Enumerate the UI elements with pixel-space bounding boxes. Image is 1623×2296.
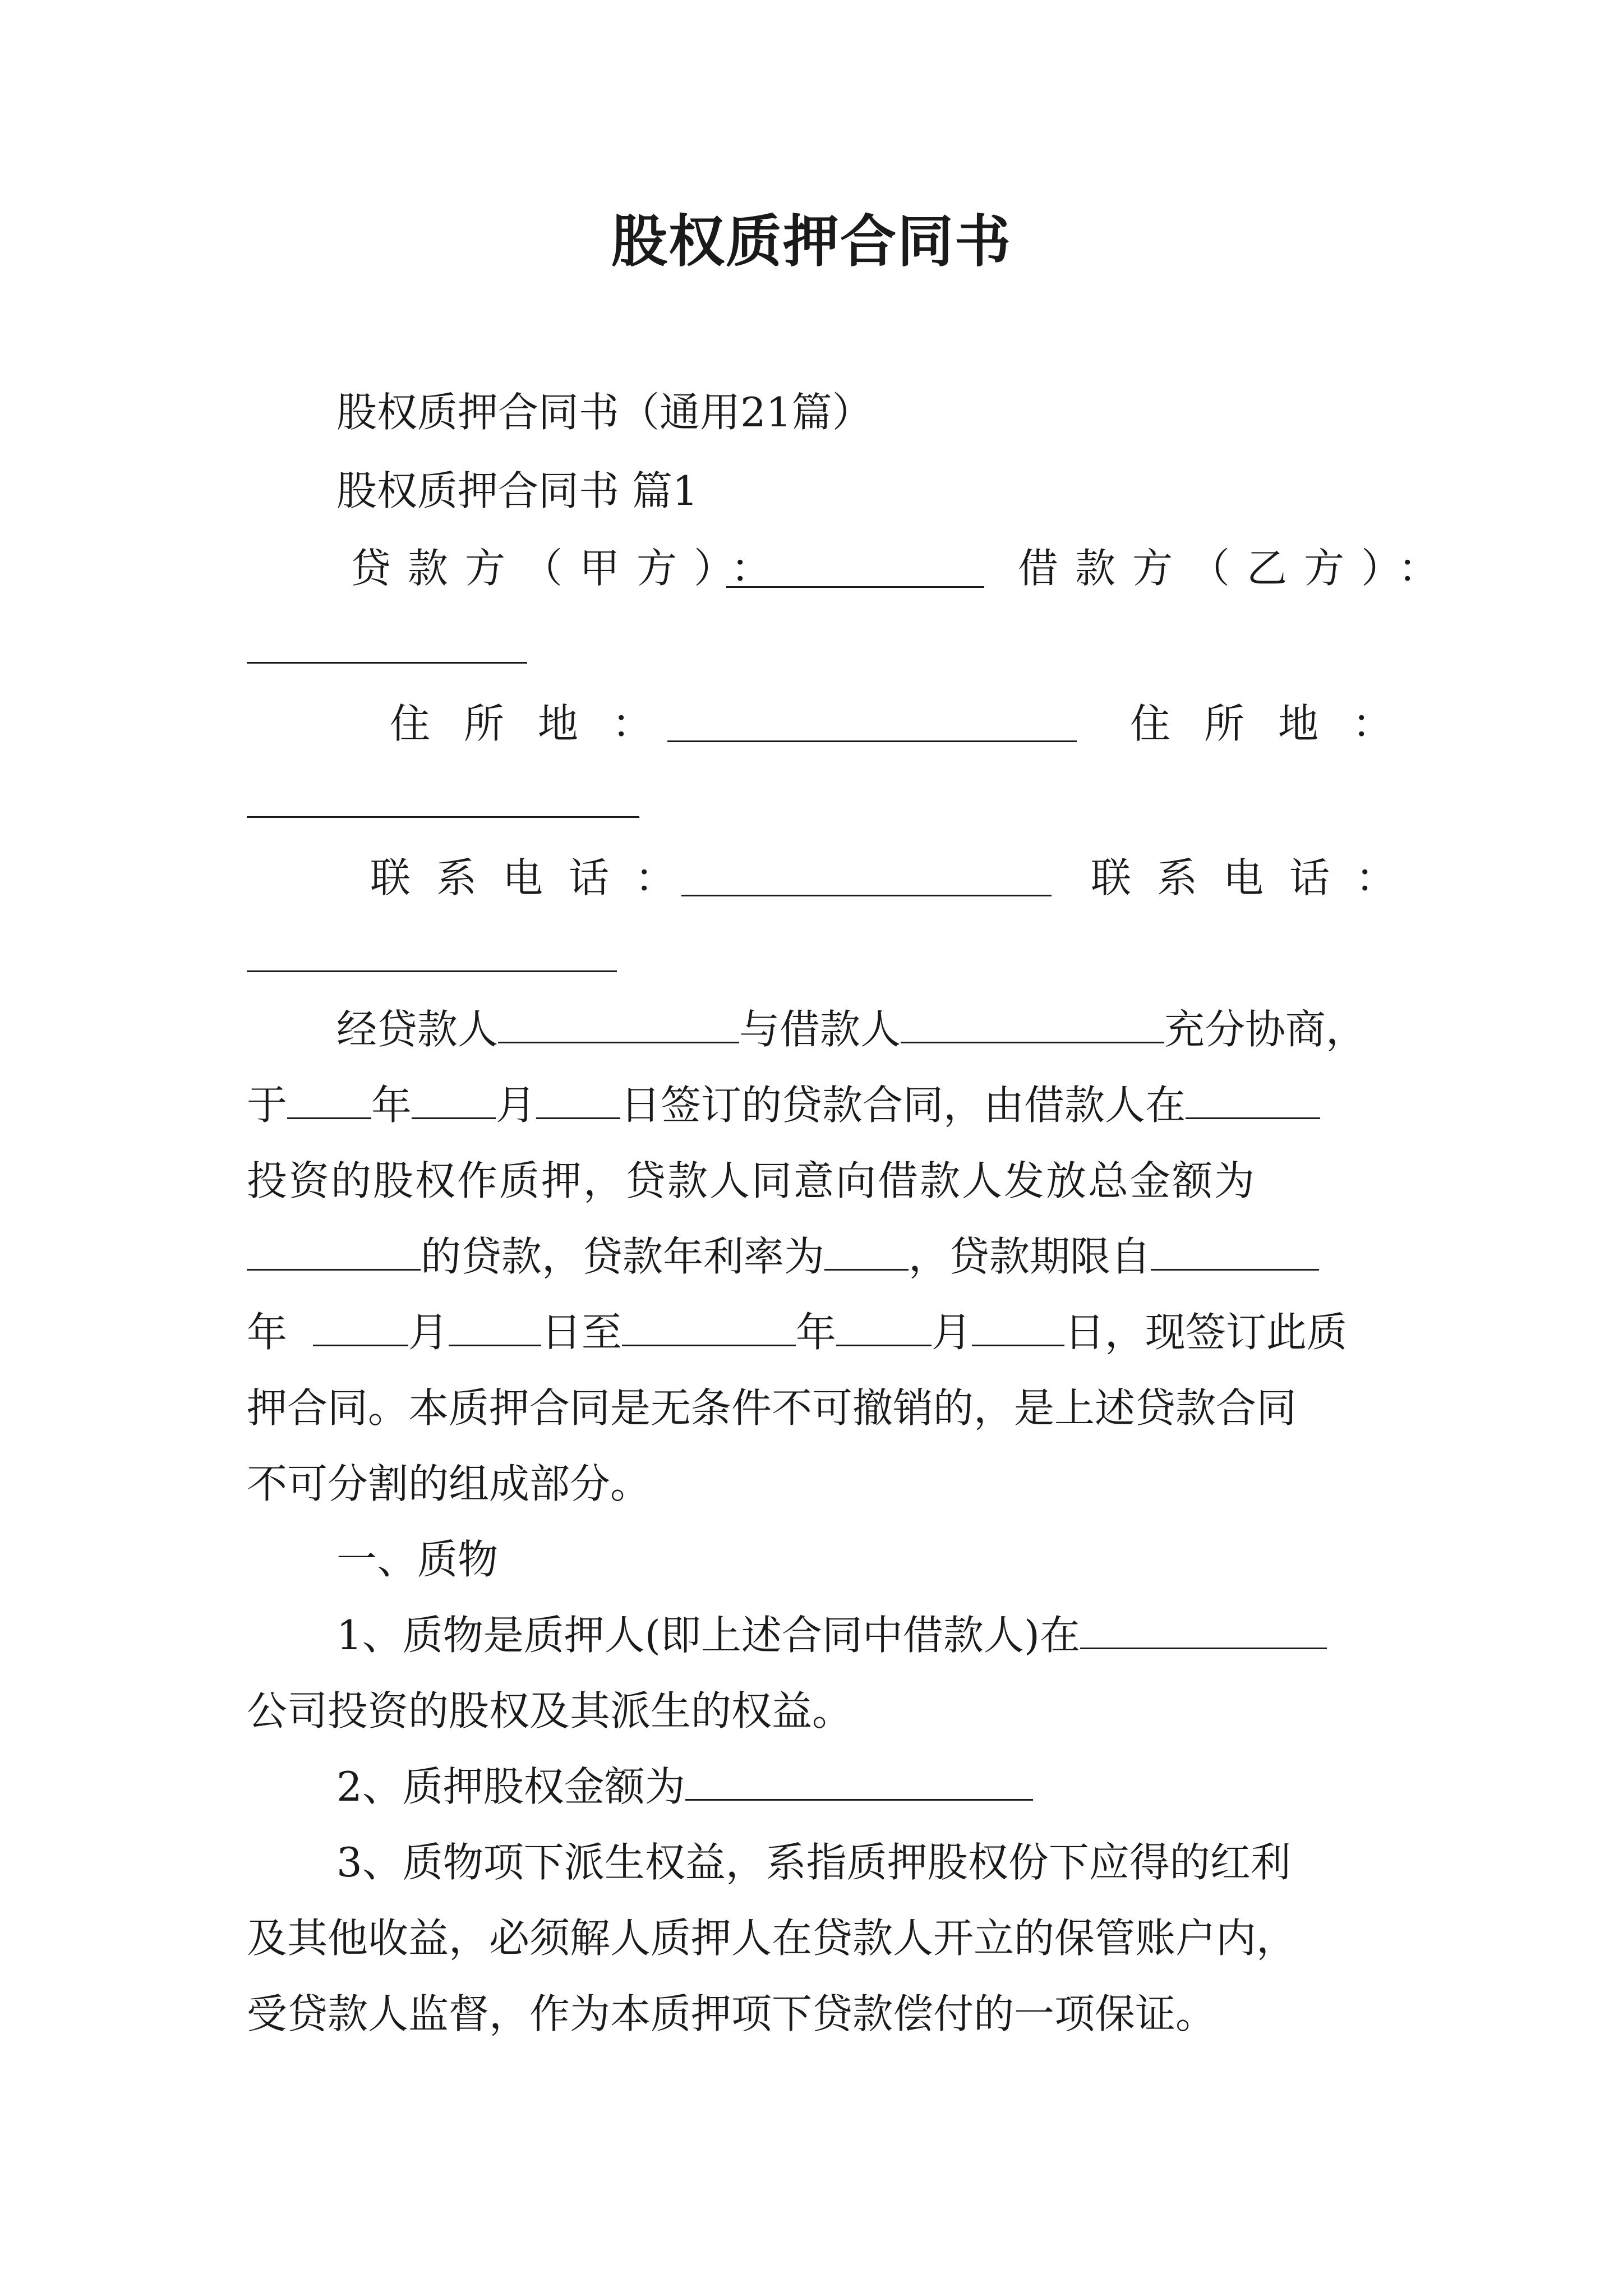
address-label-a: 住所地： [390,700,686,747]
blank-company [1186,1083,1320,1119]
item-3-line-2: 及其他收益，必须解人质押人在贷款人开立的保管账户内， [247,1915,1297,1962]
blank-start-month [313,1310,408,1346]
intro-text: ，贷款期限自 [909,1233,1151,1280]
intro-text: 月 [408,1309,449,1356]
item-3-line-1: 3、质物项下派生权益，系指质押股权份下应得的红利 [336,1839,1291,1886]
address-blank-a [667,740,1077,742]
intro-line-5 [247,1307,1347,1358]
intro-text: 月 [931,1309,972,1356]
lender-blank [726,586,984,588]
item-3-line-3: 受贷款人监督，作为本质押项下贷款偿付的一项保证。 [247,1990,1216,2037]
lender-label: 贷款方（甲方）： [351,545,789,592]
intro-text: 充分协商， [1164,1006,1367,1053]
blank-borrower-name [901,1007,1164,1043]
borrower-label: 借款方（乙方）： [1018,545,1456,592]
item-text: 2、质押股权金额为 [336,1763,685,1810]
document-title: 股权质押合同书 [611,208,1012,274]
intro-text: 年 [371,1082,412,1129]
intro-line-3: 投资的股权作质押，贷款人同意向借款人发放总金额为 [247,1157,1257,1204]
section-one-heading: 一、质物 [336,1536,499,1583]
blank-pledge-amount [685,1764,1033,1801]
intro-line-7: 不可分割的组成部分。 [247,1460,651,1507]
intro-text: 日签订的贷款合同，由借款人在 [620,1082,1186,1129]
blank-end-month [836,1310,932,1346]
item-2 [336,1761,1033,1812]
section-heading: 股权质押合同书 篇1 [336,467,698,514]
item-1-line-1 [336,1610,1327,1660]
intro-text: 日，现签订此质 [1064,1309,1347,1356]
address-label-b: 住所地： [1130,700,1427,747]
phone-blank-b [247,970,617,972]
intro-text: 于 [247,1082,288,1129]
intro-line-2 [247,1080,1320,1130]
intro-line-1 [336,1004,1366,1055]
intro-text: 月 [496,1082,537,1129]
intro-text: 年 [795,1309,836,1356]
intro-line-6: 押合同。本质押合同是无条件不可撤销的，是上述贷款合同 [247,1384,1297,1432]
blank-end-year [622,1310,796,1346]
intro-line-4 [247,1231,1319,1282]
address-blank-b [247,816,639,818]
phone-label-b: 联系电话： [1091,854,1422,901]
phone-blank-a [681,895,1052,896]
blank-month [412,1083,496,1119]
phone-label-a: 联系电话： [370,854,702,901]
item-1-line-2: 公司投资的股权及其派生的权益。 [247,1687,853,1734]
blank-pledge-company [1080,1613,1327,1649]
blank-term-start [1151,1234,1319,1271]
intro-text: 与借款人 [739,1006,901,1053]
document-subtitle: 股权质押合同书（通用21篇） [336,389,873,436]
blank-year [287,1083,371,1119]
borrower-blank [247,662,527,664]
blank-lender-name [498,1007,739,1043]
item-text: 1、质物是质押人(即上述合同中借款人)在 [336,1612,1080,1659]
intro-text: 经贷款人 [336,1006,499,1053]
blank-rate [824,1234,909,1271]
blank-end-day [972,1310,1064,1346]
intro-text: 日至 [541,1309,622,1356]
blank-day [536,1083,620,1119]
intro-text: 的贷款，贷款年利率为 [421,1233,825,1280]
blank-amount [247,1234,421,1271]
intro-text: 年 [247,1309,288,1356]
blank-start-day [449,1310,541,1346]
